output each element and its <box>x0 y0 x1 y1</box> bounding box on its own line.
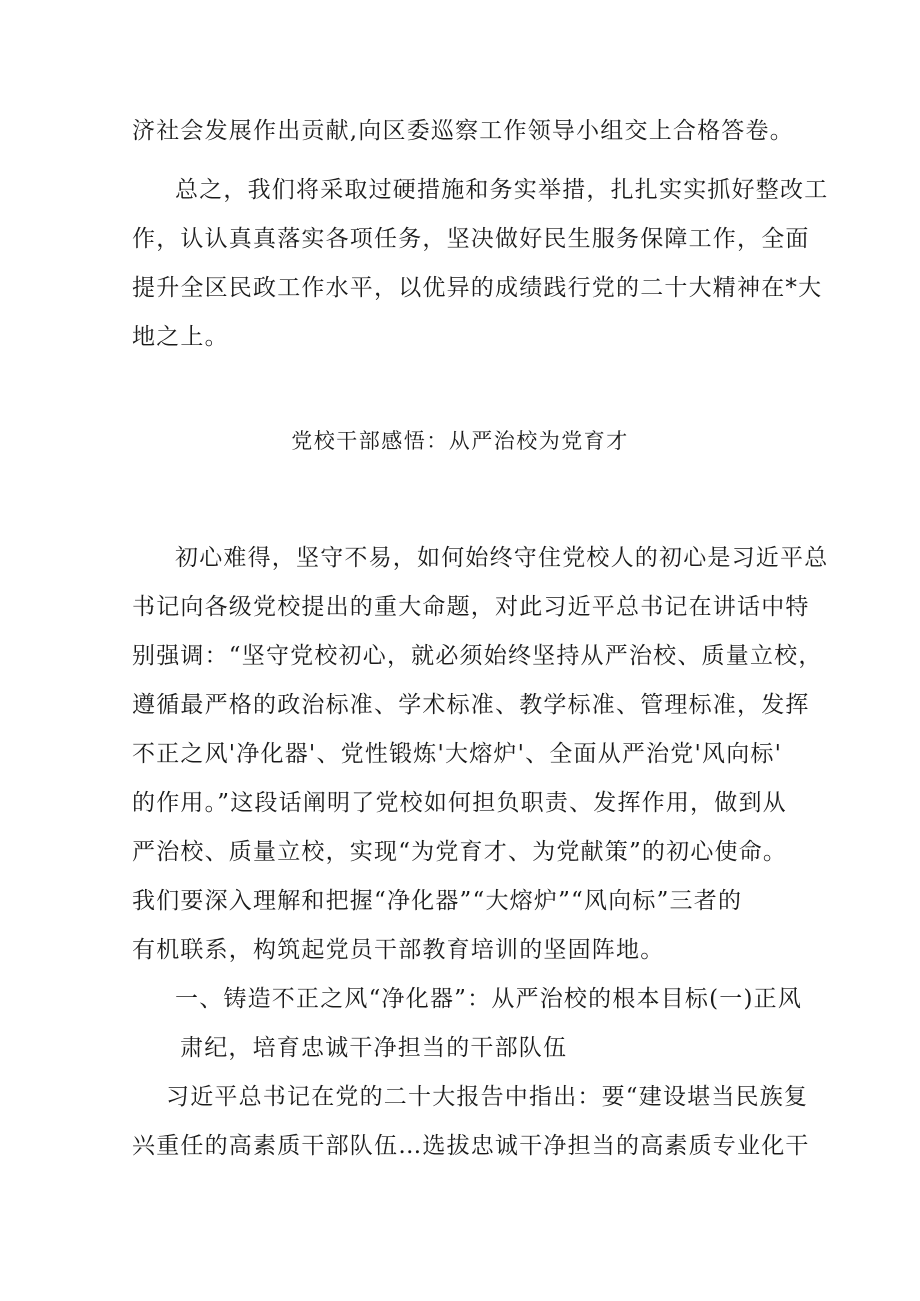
paragraph-line: 的作用。”这段话阐明了党校如何担负职责、发挥作用，做到从 <box>132 790 787 816</box>
section-title: 党校干部感悟：从严治校为党育才 <box>291 429 629 453</box>
paragraph-line: 不正之风'净化器'、党性锻炼'大熔炉'、全面从严治党'风向标' <box>132 741 783 767</box>
paragraph-line: 遵循最严格的政治标准、学术标准、教学标准、管理标准，发挥 <box>132 692 810 718</box>
paragraph-line: 兴重任的高素质干部队伍…选拔忠诚干净担当的高素质专业化干 <box>132 1133 810 1159</box>
paragraph-line: 提升全区民政工作水平，以优异的成绩践行党的二十大精神在*大 <box>132 275 823 301</box>
paragraph-line: 我们要深入理解和把握“净化器”“大熔炉”“风向标”三者的 <box>132 888 743 914</box>
paragraph-line: 作，认认真真落实各项任务，坚决做好民生服务保障工作，全面 <box>132 226 810 252</box>
heading-line: 一、铸造不正之风“净化器”：从严治校的根本目标(一)正风 <box>175 986 803 1012</box>
paragraph-line: 济社会发展作出贡献,向区委巡察工作领导小组交上合格答卷。 <box>132 118 794 144</box>
paragraph-line: 别强调：“坚守党校初心，就必须始终坚持从严治校、质量立校， <box>132 643 823 669</box>
paragraph-line: 书记向各级党校提出的重大命题，对此习近平总书记在讲话中特 <box>132 594 810 620</box>
paragraph-line: 严治校、质量立校，实现“为党育才、为党献策”的初心使命。 <box>132 839 788 865</box>
paragraph-line: 初心难得，坚守不易，如何始终守住党校人的初心是习近平总 <box>175 545 829 571</box>
paragraph-line: 地之上。 <box>132 324 229 350</box>
paragraph-line: 习近平总书记在党的二十大报告中指出：要“建设堪当民族复 <box>166 1084 809 1110</box>
heading-line: 肃纪，培育忠诚干净担当的干部队伍 <box>180 1035 568 1061</box>
paragraph-line: 有机联系，构筑起党员干部教育培训的坚固阵地。 <box>132 937 665 963</box>
paragraph-line: 总之，我们将采取过硬措施和务实举措，扎扎实实抓好整改工 <box>175 177 829 203</box>
